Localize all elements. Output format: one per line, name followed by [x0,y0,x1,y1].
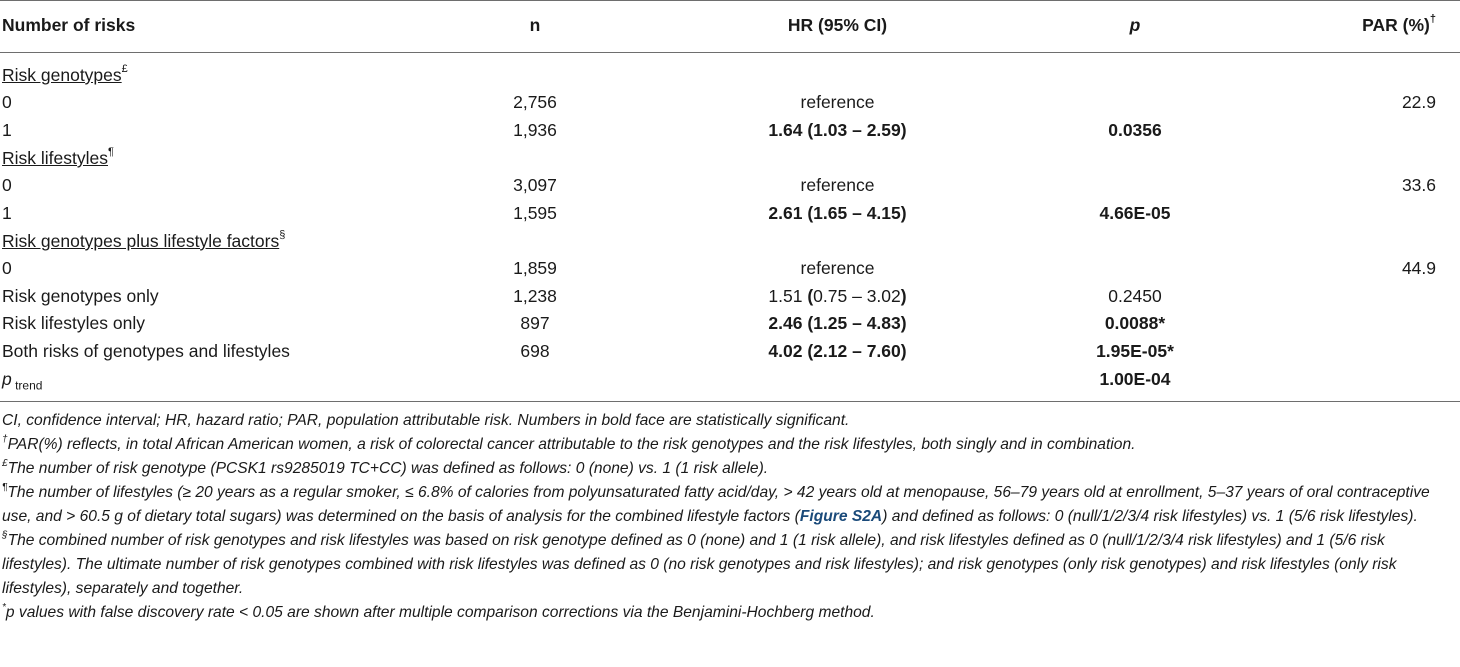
section-risk-lifestyles [0,145,1460,172]
table-row [0,255,1460,282]
section-risk-genotypes [0,62,1460,89]
row-hr: 2.46 (1.25 – 4.83) [768,313,907,333]
footnote-combined: §The combined number of risk genotypes and risk lifestyles was based on risk genotype defined as 0 (none) and 1 (1 risk allele), and risk lifestyles defined as 0 (null/1/2/3/4 risk lifestyles) and 1 (5/6 risk lifestyles). The ultimate number of risk genotypes combined with risk lifestyles was defined as 0 (no risk genotypes and risk lifestyles); and risk genotypes (only risk genotypes) and risk lifestyles (only risk lifestyles), separately and together. [2,529,1397,597]
section-label: Risk genotypes plus lifestyle factors§ [2,229,286,251]
footnote-abbreviations: CI, confidence interval; HR, hazard ratio; PAR, population attributable risk. Numbers in bold face are statistically significant. [2,412,850,429]
row-hr: reference [800,92,875,112]
row-label: Risk lifestyles only [2,313,145,333]
header-hr: HR (95% CI) [787,15,888,35]
table-row-trend [0,366,1460,393]
row-n: 1,595 [513,203,557,223]
table-row [0,172,1460,199]
header-p: p [1129,15,1141,35]
row-hr: 1.64 (1.03 – 2.59) [768,120,907,140]
row-label: Both risks of genotypes and lifestyles [2,341,290,361]
row-hr: reference [800,175,875,195]
row-p: 0.2450 [1108,286,1162,306]
row-p: 0.0088* [1104,313,1166,333]
row-label: 1 [2,203,12,223]
figure-s2a-link[interactable]: Figure S2A [799,508,883,525]
footnotes [2,409,1458,625]
row-n: 1,936 [513,120,557,140]
table-row [0,338,1460,365]
section-label: Risk genotypes£ [2,63,128,85]
section-risk-combined [0,228,1460,255]
row-hr: reference [800,258,875,278]
section-label: Risk lifestyles¶ [2,146,114,168]
row-p: 4.66E-05 [1099,203,1171,223]
row-n: 897 [520,313,550,333]
row-label: Risk genotypes only [2,286,159,306]
table-top-rule [0,0,1460,1]
header-bottom-rule [0,52,1460,53]
row-p: 0.0356 [1108,120,1162,140]
footnote-par: †PAR(%) reflects, in total African American women, a risk of colorectal cancer attributable to the risk genotypes and the risk lifestyles, both singly and in combination. [2,433,1136,453]
row-hr: 4.02 (2.12 – 7.60) [768,341,907,361]
row-label: 0 [2,92,12,112]
row-hr: 1.51 (0.75 – 3.02) [768,286,907,306]
footnote-lifestyles: ¶The number of lifestyles (≥ 20 years as a regular smoker, ≤ 6.8% of calories from polyunsaturated fatty acid/day, > 42 years old at menopause, 56–79 years old at enrollment, 5–37 years of oral contraceptive use, and > 60.5 g of dietary total sugars) was determined on the basis of analysis for the combined lifestyle factors (Figure S2A) and defined as follows: 0 (null/1/2/3/4 risk lifestyles) vs. 1 (5/6 risk lifestyles). [2,481,1430,525]
row-label: p $_{trend}$ [2,369,43,393]
row-n: 3,097 [513,175,557,195]
row-par: 22.9 [1401,92,1436,112]
table-row [0,310,1460,337]
row-hr: 2.61 (1.65 – 4.15) [768,203,907,223]
row-n: 698 [520,341,550,361]
footnote-fdr: *p values with false discovery rate < 0.05 are shown after multiple comparison corrections via the Benjamini-Hochberg method. [2,601,875,621]
table-bottom-rule [0,401,1460,402]
row-n: 1,238 [513,286,557,306]
table-row [0,117,1460,144]
row-p: 1.00E-04 [1099,369,1171,389]
table-row [0,200,1460,227]
table-row [0,89,1460,116]
row-label: 0 [2,175,12,195]
row-n: 1,859 [513,258,557,278]
row-par: 44.9 [1401,258,1436,278]
footnote-genotype: £The number of risk genotype (PCSK1 rs9285019 TC+CC) was defined as follows: 0 (none) vs. 1 (1 risk allele). [2,457,769,477]
row-label: 1 [2,120,12,140]
header-par: PAR (%)† [1362,13,1436,35]
row-n: 2,756 [513,92,557,112]
header-n: n [529,15,541,35]
row-par: 33.6 [1401,175,1436,195]
header-number-of-risks: Number of risks [2,15,136,35]
table-row [0,283,1460,310]
table-header [0,12,1460,39]
row-p: 1.95E-05* [1096,341,1174,361]
row-label: 0 [2,258,12,278]
